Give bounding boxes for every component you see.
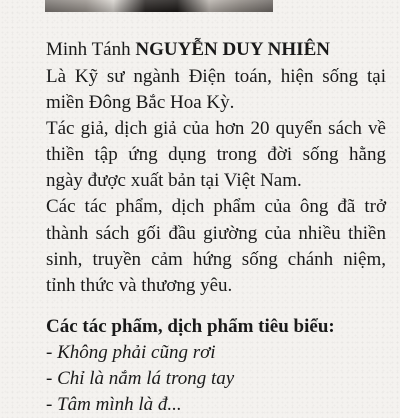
- works-item: - Chỉ là nắm lá trong tay: [46, 368, 235, 389]
- bio-paragraph-author-translator: Tác giả, dịch giả của hơn 20 quyển sách về thiền tập ứng dụng trong đời sống hằng ngày được xuất bản tại Việt Nam.: [46, 118, 386, 192]
- works-item: - Tâm mình là đ...: [46, 394, 182, 415]
- works-list: [46, 340, 386, 418]
- notable-works: [46, 314, 386, 418]
- bio-paragraph-influence: Các tác phẩm, dịch phẩm của ông đã trở thành sách gối đầu giường của nhiều thiền sinh, truyền cảm hứng sống chánh niệm, tỉnh thức và thương yêu.: [46, 196, 386, 296]
- author-prefix: Minh Tánh: [46, 39, 131, 60]
- author-line: [46, 38, 330, 62]
- works-item: - Không phải cũng rơi: [46, 342, 216, 363]
- author-bio: [46, 64, 386, 299]
- bio-paragraph-occupation: Là Kỹ sư ngành Điện toán, hiện sống tại miền Đông Bắc Hoa Kỳ.: [46, 66, 386, 114]
- works-heading: Các tác phẩm, dịch phẩm tiêu biểu:: [46, 316, 335, 337]
- author-photo: [45, 0, 273, 12]
- author-name: NGUYỄN DUY NHIÊN: [135, 39, 330, 60]
